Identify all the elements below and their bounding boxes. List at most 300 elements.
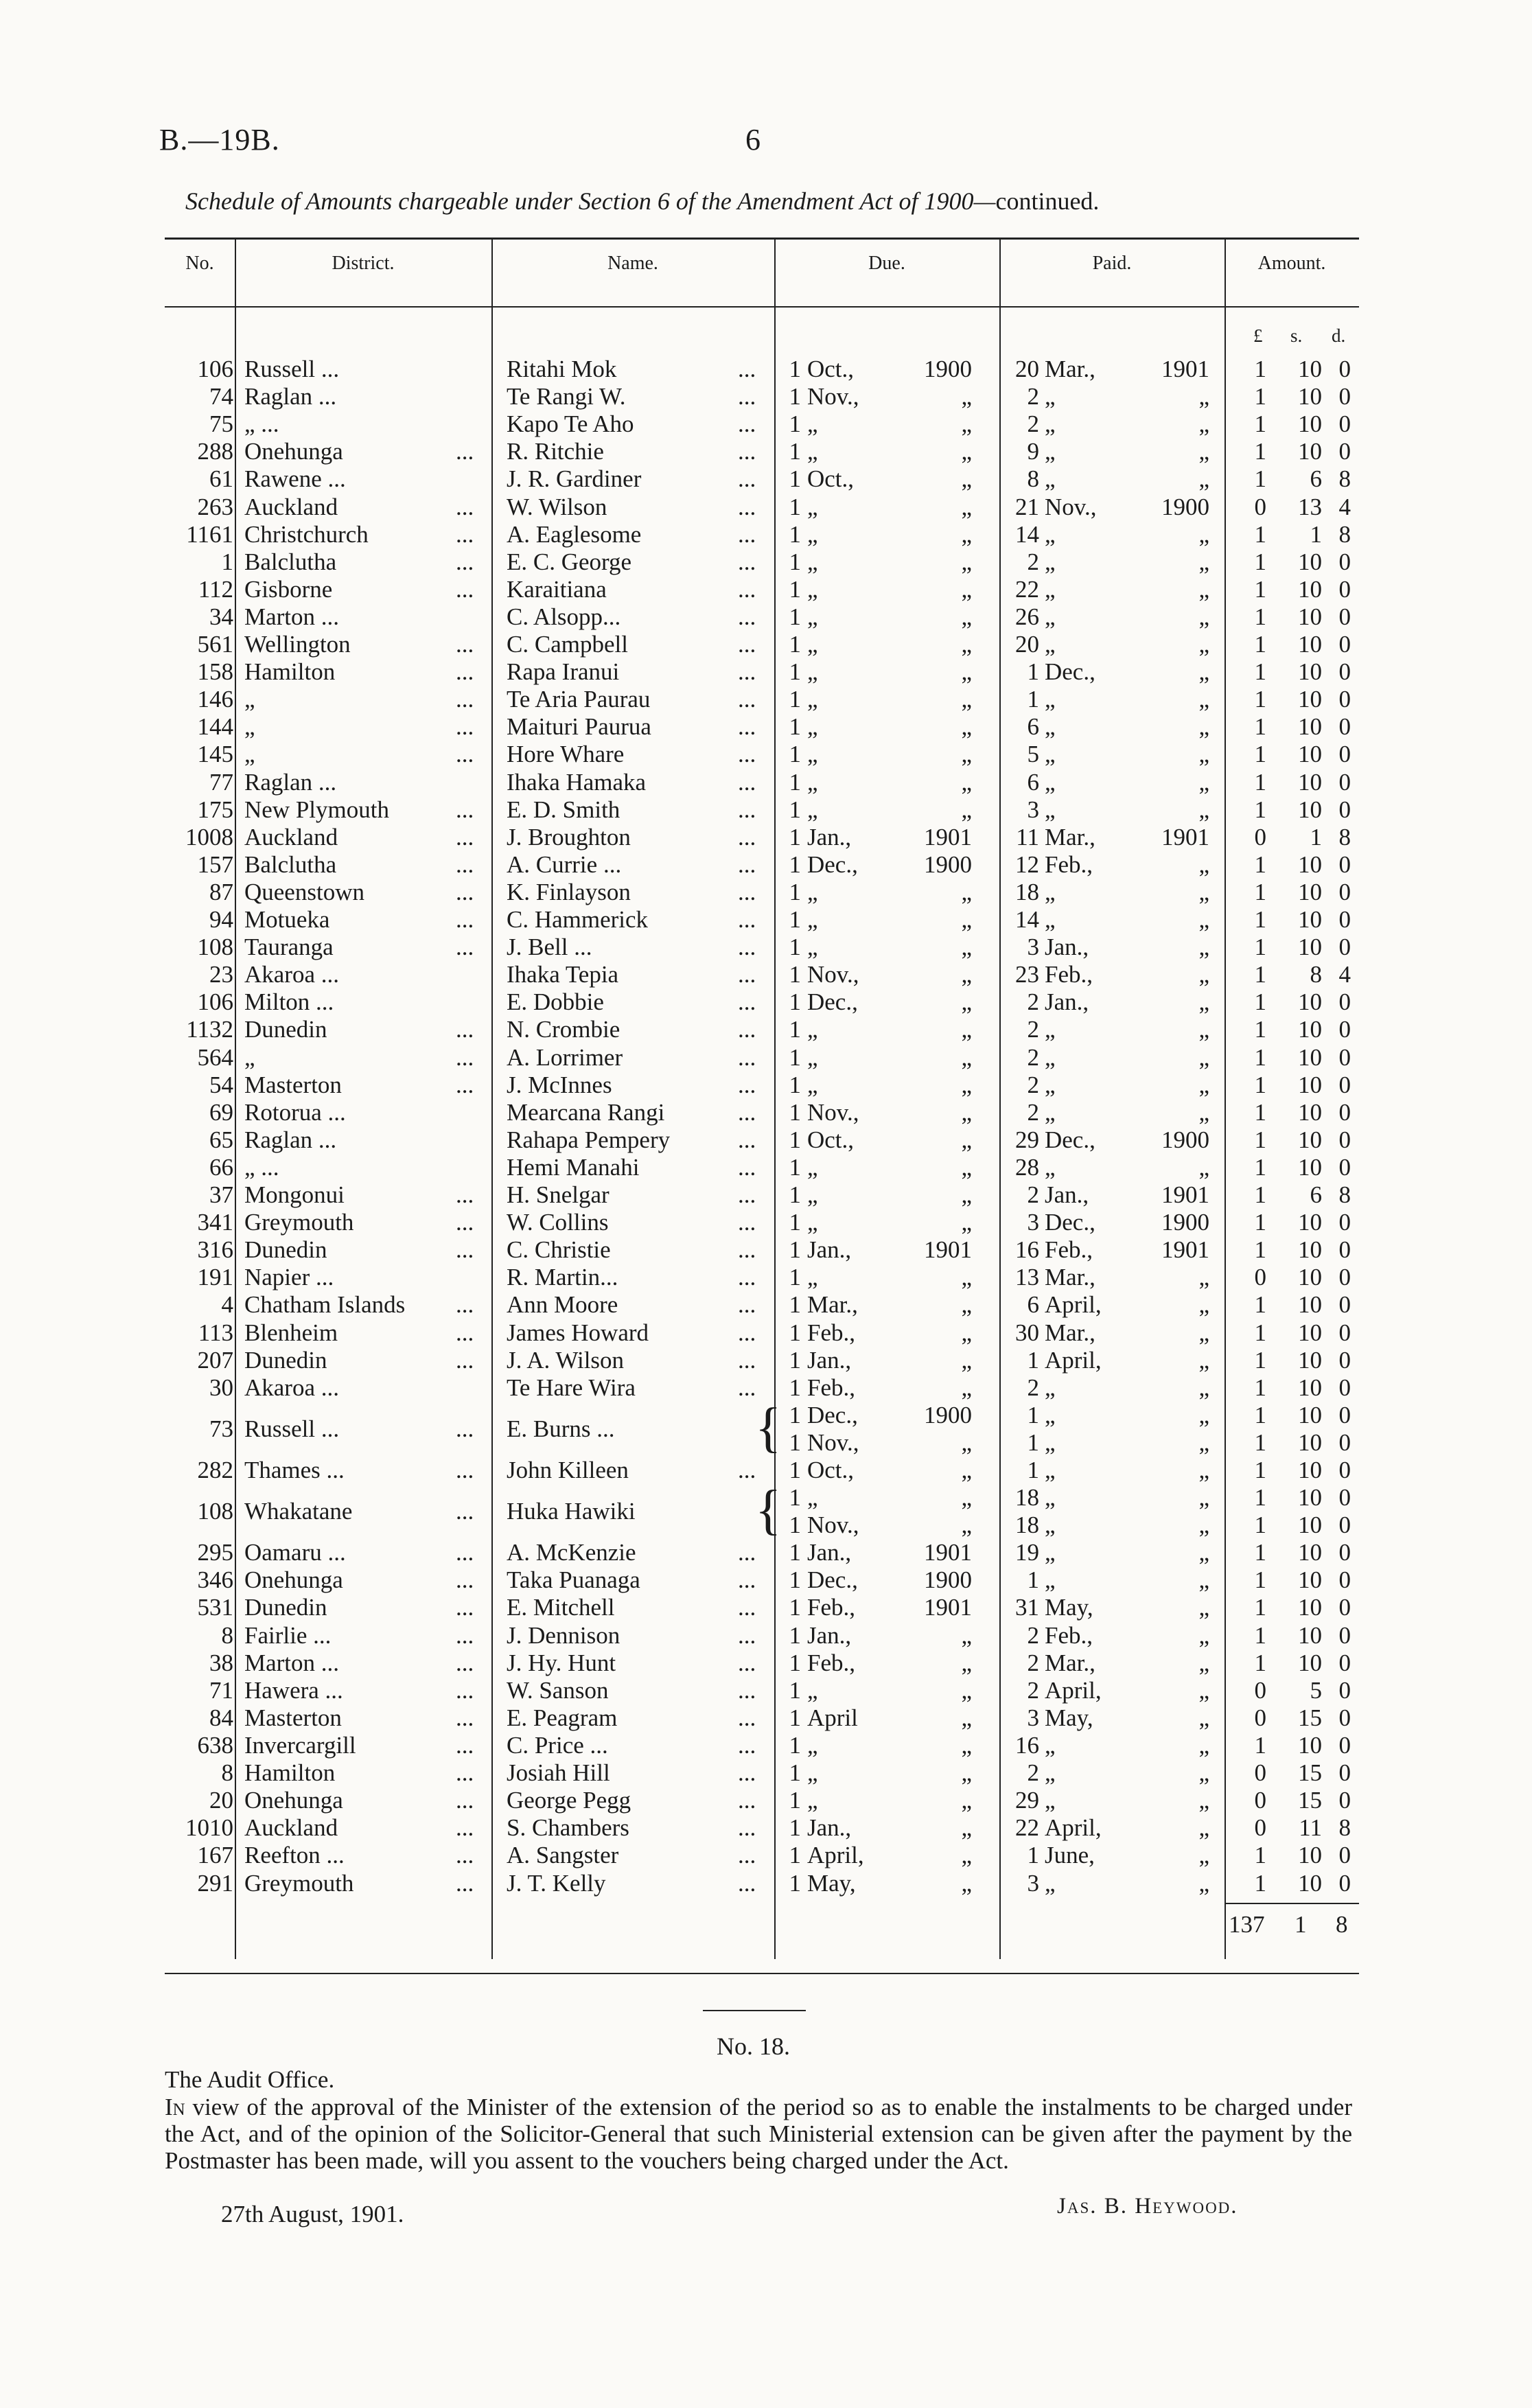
paid-year: „ xyxy=(1198,1622,1209,1649)
entry-number: 30 xyxy=(209,1374,233,1401)
name-cell: C. Price ... xyxy=(507,1732,608,1759)
district-cell: Masterton xyxy=(244,1704,342,1731)
due-day: 1 xyxy=(789,1374,801,1401)
paid-day: 3 xyxy=(1027,1209,1039,1236)
unit-shillings: s. xyxy=(1290,325,1303,346)
paid-month: „ xyxy=(1045,1870,1056,1897)
leader-dots: ... xyxy=(738,1594,756,1621)
leader-dots: ... xyxy=(738,1044,756,1071)
due-month: Jan., xyxy=(807,1539,852,1566)
paid-year: „ xyxy=(1198,769,1209,796)
amount-pence: 0 xyxy=(1338,548,1351,575)
due-day: 1 xyxy=(789,934,801,960)
paid-month: „ xyxy=(1045,713,1056,740)
amount-shillings: 10 xyxy=(1298,796,1322,823)
leader-dots: ... xyxy=(738,1787,756,1814)
amount-pounds: 1 xyxy=(1254,713,1266,740)
due-day: 1 xyxy=(789,906,801,933)
due-month: Feb., xyxy=(807,1649,855,1676)
paid-year: „ xyxy=(1198,1154,1209,1181)
leader-dots: ... xyxy=(456,1291,474,1318)
amount-pence: 8 xyxy=(1338,465,1351,492)
district-cell: Invercargill xyxy=(244,1732,356,1759)
entry-number: 341 xyxy=(197,1209,233,1236)
paid-day: 20 xyxy=(1015,631,1039,658)
paid-year: „ xyxy=(1198,1704,1209,1731)
district-cell: Auckland xyxy=(244,494,338,520)
table-row xyxy=(0,1236,1532,1264)
letter-number: No. 18. xyxy=(717,2033,790,2060)
paid-year: „ xyxy=(1198,1374,1209,1401)
amount-pounds: 1 xyxy=(1254,631,1266,658)
leader-dots: ... xyxy=(738,1347,756,1374)
leader-dots: ... xyxy=(738,631,756,658)
due-month: „ xyxy=(807,934,818,960)
amount-pounds: 1 xyxy=(1254,1512,1266,1538)
name-cell: Te Hare Wira xyxy=(507,1374,636,1401)
due-day: 1 xyxy=(789,961,801,988)
paid-day: 29 xyxy=(1015,1126,1039,1153)
amount-pounds: 0 xyxy=(1254,1787,1266,1814)
leader-dots: ... xyxy=(456,796,474,823)
amount-shillings: 6 xyxy=(1310,1181,1322,1208)
district-cell: Dunedin xyxy=(244,1594,327,1621)
due-month: „ xyxy=(807,521,818,548)
leader-dots: ... xyxy=(738,1291,756,1318)
name-cell: Josiah Hill xyxy=(507,1759,610,1786)
letter-office: The Audit Office. xyxy=(165,2066,335,2093)
paid-day: 28 xyxy=(1015,1154,1039,1181)
due-day: 1 xyxy=(789,548,801,575)
due-year: „ xyxy=(961,796,972,823)
paid-day: 18 xyxy=(1015,1512,1039,1538)
leader-dots: ... xyxy=(456,1759,474,1786)
leader-dots: ... xyxy=(738,658,756,685)
due-year: „ xyxy=(961,494,972,520)
district-cell: Marton ... xyxy=(244,603,340,630)
amount-pounds: 1 xyxy=(1254,1484,1266,1511)
table-row xyxy=(0,906,1532,934)
paid-day: 3 xyxy=(1027,1870,1039,1897)
paid-year: „ xyxy=(1198,988,1209,1015)
paid-day: 18 xyxy=(1015,1484,1039,1511)
paid-year: „ xyxy=(1198,851,1209,878)
paid-day: 21 xyxy=(1015,494,1039,520)
amount-shillings: 10 xyxy=(1298,1484,1322,1511)
due-year: „ xyxy=(961,1291,972,1318)
due-year: „ xyxy=(961,906,972,933)
entry-number: 146 xyxy=(197,686,233,713)
amount-pounds: 1 xyxy=(1254,1594,1266,1621)
due-year: „ xyxy=(961,769,972,796)
due-year: „ xyxy=(961,1787,972,1814)
entry-number: 77 xyxy=(209,769,233,796)
name-cell: A. Currie ... xyxy=(507,851,622,878)
amount-shillings: 10 xyxy=(1298,658,1322,685)
district-cell: Raglan ... xyxy=(244,383,337,410)
due-year: 1901 xyxy=(924,1594,972,1621)
name-cell: J. Hy. Hunt xyxy=(507,1649,616,1676)
district-cell: Russell ... xyxy=(244,356,340,382)
name-cell: E. C. George xyxy=(507,548,632,575)
amount-pounds: 1 xyxy=(1254,1154,1266,1181)
due-day: 1 xyxy=(789,851,801,878)
paid-month: „ xyxy=(1045,438,1056,465)
amount-shillings: 10 xyxy=(1298,934,1322,960)
amount-pence: 0 xyxy=(1338,879,1351,905)
entry-number: 23 xyxy=(209,961,233,988)
leader-dots: ... xyxy=(456,1498,474,1525)
document-reference: B.—19B. xyxy=(159,123,280,157)
due-month: Oct., xyxy=(807,465,855,492)
entry-number: 157 xyxy=(197,851,233,878)
due-year: „ xyxy=(961,934,972,960)
paid-day: 3 xyxy=(1027,934,1039,960)
amount-pence: 0 xyxy=(1338,1099,1351,1126)
letter-date: 27th August, 1901. xyxy=(221,2201,404,2227)
name-cell: A. McKenzie xyxy=(507,1539,636,1566)
due-month: „ xyxy=(807,631,818,658)
name-cell: K. Finlayson xyxy=(507,879,631,905)
paid-year: „ xyxy=(1198,1429,1209,1456)
table-row xyxy=(0,1649,1532,1677)
amount-pence: 0 xyxy=(1338,1677,1351,1704)
paid-year: „ xyxy=(1198,1842,1209,1868)
table-row xyxy=(0,1264,1532,1291)
due-day: 1 xyxy=(789,1264,801,1290)
table-row xyxy=(0,934,1532,961)
table-row xyxy=(0,686,1532,713)
due-day: 1 xyxy=(789,1457,801,1483)
due-year: 1901 xyxy=(924,1236,972,1263)
amount-pence: 0 xyxy=(1338,1457,1351,1483)
table-row xyxy=(0,1291,1532,1319)
name-cell: Rahapa Pempery xyxy=(507,1126,671,1153)
due-year: „ xyxy=(961,576,972,603)
due-month: „ xyxy=(807,548,818,575)
paid-month: Mar., xyxy=(1045,824,1095,850)
paid-month: „ xyxy=(1045,1402,1056,1428)
due-day: 1 xyxy=(789,1319,801,1346)
table-row xyxy=(0,438,1532,465)
paid-year: „ xyxy=(1198,1732,1209,1759)
paid-year: „ xyxy=(1198,1594,1209,1621)
leader-dots: ... xyxy=(456,1622,474,1649)
due-year: „ xyxy=(961,686,972,713)
paid-day: 12 xyxy=(1015,851,1039,878)
leader-dots: ... xyxy=(456,934,474,960)
entry-number: 316 xyxy=(197,1236,233,1263)
paid-month: „ xyxy=(1045,1484,1056,1511)
due-month: Nov., xyxy=(807,383,859,410)
amount-pounds: 1 xyxy=(1254,1402,1266,1428)
table-row xyxy=(0,796,1532,824)
entry-number: 145 xyxy=(197,741,233,767)
table-row xyxy=(0,410,1532,438)
paid-year: „ xyxy=(1198,906,1209,933)
leader-dots: ... xyxy=(738,879,756,905)
header-paid: Paid. xyxy=(1092,253,1132,274)
due-day: 1 xyxy=(789,1126,801,1153)
amount-pounds: 0 xyxy=(1254,1677,1266,1704)
district-cell: Masterton xyxy=(244,1072,342,1098)
district-cell: Hamilton xyxy=(244,658,336,685)
paid-year: „ xyxy=(1198,631,1209,658)
paid-day: 5 xyxy=(1027,741,1039,767)
paid-day: 6 xyxy=(1027,769,1039,796)
entry-number: 158 xyxy=(197,658,233,685)
due-month: Feb., xyxy=(807,1374,855,1401)
paid-day: 3 xyxy=(1027,1704,1039,1731)
amount-shillings: 1 xyxy=(1310,824,1322,850)
due-day: 1 xyxy=(789,1759,801,1786)
district-cell: Rawene ... xyxy=(244,465,346,492)
due-day: 1 xyxy=(789,1677,801,1704)
due-month: „ xyxy=(807,658,818,685)
leader-dots: ... xyxy=(738,1154,756,1181)
paid-year: „ xyxy=(1198,1484,1209,1511)
title-continued: continued. xyxy=(995,187,1100,215)
due-day: 1 xyxy=(789,796,801,823)
due-day: 1 xyxy=(789,1512,801,1538)
due-month: Jan., xyxy=(807,824,852,850)
due-day: 1 xyxy=(789,1732,801,1759)
paid-month: Feb., xyxy=(1045,961,1093,988)
amount-pence: 0 xyxy=(1338,1016,1351,1043)
amount-pence: 0 xyxy=(1338,1126,1351,1153)
due-day: 1 xyxy=(789,1594,801,1621)
entry-number: 175 xyxy=(197,796,233,823)
paid-month: „ xyxy=(1045,1374,1056,1401)
name-cell: J. R. Gardiner xyxy=(507,465,642,492)
amount-pounds: 1 xyxy=(1254,851,1266,878)
entry-number: 38 xyxy=(209,1649,233,1676)
amount-shillings: 10 xyxy=(1298,1209,1322,1236)
due-month: Nov., xyxy=(807,1512,859,1538)
table-row xyxy=(0,1566,1532,1594)
due-day: 1 xyxy=(789,1429,801,1456)
district-cell: Whakatane xyxy=(244,1498,353,1525)
letter-body-text: view of the approval of the Minister of the extension of the period so as to enable the instalments to be charged under the Act, and of the opinion of the Solicitor-General that such Ministerial extension can be given after the payment by the Postmaster has been made, will you assent to the vouchers being charged under the Act. xyxy=(165,2094,1352,2174)
paid-month: „ xyxy=(1045,521,1056,548)
leader-dots: ... xyxy=(456,851,474,878)
amount-pence: 8 xyxy=(1338,1181,1351,1208)
section-rule xyxy=(703,2010,806,2011)
amount-pounds: 1 xyxy=(1254,576,1266,603)
leader-dots: ... xyxy=(738,1870,756,1897)
due-day: 1 xyxy=(789,1044,801,1071)
due-year: „ xyxy=(961,1457,972,1483)
amount-pounds: 1 xyxy=(1254,879,1266,905)
amount-shillings: 11 xyxy=(1299,1814,1322,1841)
entry-number: 66 xyxy=(209,1154,233,1181)
leader-dots: ... xyxy=(738,494,756,520)
entry-number: 108 xyxy=(197,934,233,960)
district-cell: Akaroa ... xyxy=(244,961,340,988)
table-row xyxy=(0,1319,1532,1347)
paid-year: „ xyxy=(1198,1291,1209,1318)
due-month: May, xyxy=(807,1870,856,1897)
amount-pence: 0 xyxy=(1338,576,1351,603)
due-day: 1 xyxy=(789,741,801,767)
paid-year: „ xyxy=(1198,1870,1209,1897)
paid-year: „ xyxy=(1198,1539,1209,1566)
leader-dots: ... xyxy=(456,1870,474,1897)
amount-shillings: 10 xyxy=(1298,769,1322,796)
amount-pounds: 1 xyxy=(1254,1649,1266,1676)
leader-dots: ... xyxy=(456,1457,474,1483)
paid-year: „ xyxy=(1198,1649,1209,1676)
unit-pence: d. xyxy=(1332,325,1346,346)
name-cell: John Killeen xyxy=(507,1457,629,1483)
paid-month: Dec., xyxy=(1045,658,1095,685)
amount-pounds: 1 xyxy=(1254,1236,1266,1263)
leader-dots: ... xyxy=(738,1677,756,1704)
amount-shillings: 10 xyxy=(1298,906,1322,933)
paid-month: „ xyxy=(1045,603,1056,630)
paid-month: „ xyxy=(1045,1759,1056,1786)
paid-month: April, xyxy=(1045,1814,1102,1841)
due-day: 1 xyxy=(789,1181,801,1208)
entry-number: 1010 xyxy=(185,1814,233,1841)
table-row xyxy=(0,879,1532,906)
paid-year: „ xyxy=(1198,1099,1209,1126)
district-cell: Mongonui xyxy=(244,1181,345,1208)
table-row xyxy=(0,1126,1532,1154)
leader-dots: ... xyxy=(738,1319,756,1346)
paid-month: „ xyxy=(1045,465,1056,492)
paid-year: „ xyxy=(1198,1759,1209,1786)
name-cell: Ihaka Tepia xyxy=(507,961,619,988)
paid-month: May, xyxy=(1045,1704,1093,1731)
amount-shillings: 6 xyxy=(1310,465,1322,492)
leader-dots: ... xyxy=(738,988,756,1015)
amount-shillings: 10 xyxy=(1298,988,1322,1015)
title-text: Schedule of Amounts chargeable under Section 6 of the Amendment Act of 1900— xyxy=(185,187,996,215)
amount-pounds: 0 xyxy=(1254,824,1266,850)
total-rule xyxy=(1225,1903,1359,1904)
table-row xyxy=(0,1704,1532,1732)
paid-year: „ xyxy=(1198,548,1209,575)
leader-dots: ... xyxy=(456,713,474,740)
leader-dots: ... xyxy=(738,713,756,740)
entry-number: 69 xyxy=(209,1099,233,1126)
paid-month: „ xyxy=(1045,1732,1056,1759)
amount-pence: 0 xyxy=(1338,1429,1351,1456)
district-cell: Chatham Islands xyxy=(244,1291,406,1318)
paid-month: „ xyxy=(1045,548,1056,575)
paid-day: 2 xyxy=(1027,1759,1039,1786)
name-cell: George Pegg xyxy=(507,1787,631,1814)
amount-pence: 0 xyxy=(1338,1291,1351,1318)
district-cell: „ ... xyxy=(244,410,279,437)
paid-day: 1 xyxy=(1027,1457,1039,1483)
table-top-rule xyxy=(165,238,1359,240)
leader-dots: ... xyxy=(738,741,756,767)
amount-pounds: 0 xyxy=(1254,1704,1266,1731)
name-cell: J. Broughton xyxy=(507,824,631,850)
table-row xyxy=(0,383,1532,410)
entry-number: 87 xyxy=(209,879,233,905)
due-month: Dec., xyxy=(807,1402,858,1428)
amount-pence: 0 xyxy=(1338,1732,1351,1759)
due-month: April, xyxy=(807,1842,864,1868)
leader-dots: ... xyxy=(738,851,756,878)
amount-pounds: 1 xyxy=(1254,1374,1266,1401)
due-year: „ xyxy=(961,1016,972,1043)
due-year: „ xyxy=(961,1264,972,1290)
leader-dots: ... xyxy=(456,1814,474,1841)
entry-number: 34 xyxy=(209,603,233,630)
leader-dots: ... xyxy=(738,1842,756,1868)
name-cell: R. Ritchie xyxy=(507,438,604,465)
district-cell: „ xyxy=(244,713,255,740)
due-day: 1 xyxy=(789,1347,801,1374)
header-no: No. xyxy=(185,253,214,274)
paid-day: 22 xyxy=(1015,1814,1039,1841)
leader-dots: ... xyxy=(456,1704,474,1731)
name-cell: Ann Moore xyxy=(507,1291,618,1318)
paid-month: Mar., xyxy=(1045,1264,1095,1290)
name-cell: J. A. Wilson xyxy=(507,1347,625,1374)
due-year: „ xyxy=(961,1512,972,1538)
due-year: „ xyxy=(961,1814,972,1841)
paid-day: 23 xyxy=(1015,961,1039,988)
district-cell: „ ... xyxy=(244,1154,279,1181)
name-cell: E. Mitchell xyxy=(507,1594,615,1621)
table-row xyxy=(0,494,1532,521)
district-cell: Gisborne xyxy=(244,576,333,603)
leader-dots: ... xyxy=(738,906,756,933)
letter-lead-word: In xyxy=(165,2094,185,2120)
amount-pounds: 1 xyxy=(1254,603,1266,630)
amount-pence: 4 xyxy=(1338,961,1351,988)
due-month: Nov., xyxy=(807,1429,859,1456)
leader-dots: ... xyxy=(738,1704,756,1731)
due-year: „ xyxy=(961,631,972,658)
paid-day: 19 xyxy=(1015,1539,1039,1566)
paid-day: 2 xyxy=(1027,1016,1039,1043)
brace-bracket: { xyxy=(755,1480,782,1540)
amount-pence: 0 xyxy=(1338,1072,1351,1098)
table-row xyxy=(0,1154,1532,1181)
paid-day: 14 xyxy=(1015,906,1039,933)
due-year: „ xyxy=(961,383,972,410)
leader-dots: ... xyxy=(738,961,756,988)
table-row xyxy=(0,1181,1532,1209)
entry-number: 1 xyxy=(221,548,233,575)
due-day: 1 xyxy=(789,1291,801,1318)
due-month: Feb., xyxy=(807,1594,855,1621)
leader-dots: ... xyxy=(738,686,756,713)
amount-shillings: 10 xyxy=(1298,603,1322,630)
amount-pounds: 0 xyxy=(1254,1759,1266,1786)
due-month: „ xyxy=(807,1732,818,1759)
amount-pence: 0 xyxy=(1338,1209,1351,1236)
name-cell: J. T. Kelly xyxy=(507,1870,606,1897)
amount-pounds: 1 xyxy=(1254,961,1266,988)
paid-month: Feb., xyxy=(1045,851,1093,878)
name-cell: Rapa Iranui xyxy=(507,658,620,685)
amount-pence: 0 xyxy=(1338,686,1351,713)
amount-pence: 0 xyxy=(1338,1374,1351,1401)
paid-day: 1 xyxy=(1027,1842,1039,1868)
name-cell: E. Peagram xyxy=(507,1704,618,1731)
amount-pence: 0 xyxy=(1338,1842,1351,1868)
entry-number: 1132 xyxy=(186,1016,233,1043)
paid-month: Dec., xyxy=(1045,1126,1095,1153)
paid-year: 1901 xyxy=(1161,824,1209,850)
